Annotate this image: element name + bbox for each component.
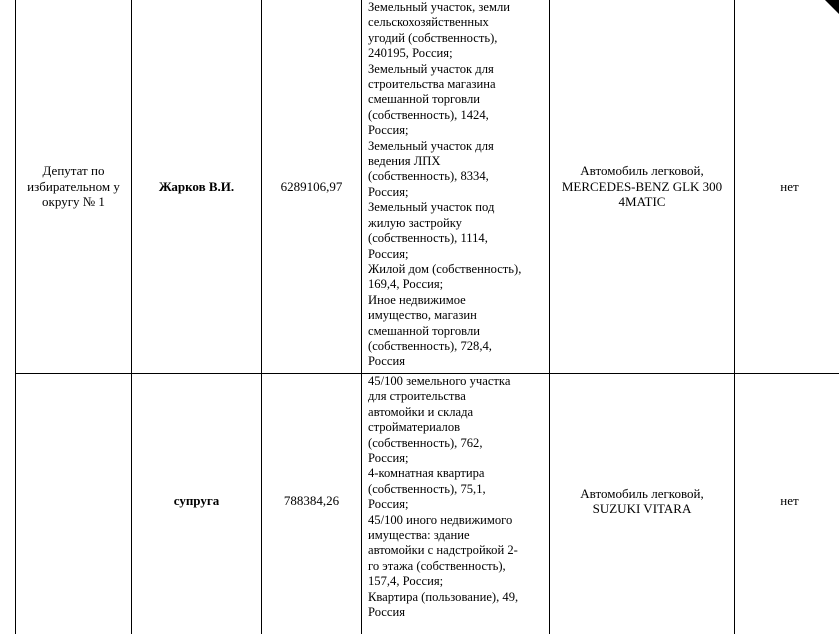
income-cell [261,374,361,634]
property-line: жилую застройку [368,215,462,230]
property-line: Россия; [368,451,409,466]
property-line: автомойки и склада [368,404,474,419]
deals-value: нет [780,493,799,509]
property-line: 169,4, Россия; [368,277,444,292]
page-corner-mark [825,0,839,14]
table-row [15,0,839,373]
property-line: Россия; [368,246,409,261]
income-value: 788384,26 [283,493,340,509]
person-name: супруга [173,493,220,509]
property-line: Земельный участок для [368,61,494,76]
name-cell [131,0,261,373]
property-line: (собственность), 1424, [368,107,489,122]
property-line: 45/100 земельного участка [368,374,511,388]
property-line: (собственность), 762, [368,435,483,450]
property-line: имущество, магазин [368,308,477,323]
property-line: Россия; [368,123,409,138]
income-cell [261,0,361,373]
property-line: угодий (собственность), [368,30,498,45]
position-cell [15,0,131,373]
table-row [15,373,839,634]
property-line: автомойки с надстройкой 2- [368,543,518,558]
property-line: 240195, Россия; [368,46,453,61]
declaration-table [15,0,839,634]
property-line: Квартира (пользование), 49, [368,589,519,604]
property-line: для строительства [368,389,466,404]
property-line: Земельный участок для [368,138,494,153]
vehicles-cell [549,374,734,634]
deals-cell [734,374,839,634]
property-line: Иное недвижимое [368,292,466,307]
property-line: Земельный участок, земли [368,0,510,14]
property-line: ведения ЛПХ [368,154,441,169]
name-cell [131,374,261,634]
property-cell [361,0,549,373]
property-line: Земельный участок под [368,200,495,215]
property-line: Россия; [368,184,409,199]
property-line: смешанной торговли [368,323,480,338]
property-line: смешанной торговли [368,92,480,107]
vehicle-text: Автомобиль легковой, MERCEDES-BENZ GLK 300 4MATIC [561,163,723,210]
vehicle-text: Автомобиль легковой, SUZUKI VITARA [580,485,704,516]
property-line: строительства магазина [368,77,496,92]
property-line: стройматериалов [368,420,461,435]
property-line: Россия; [368,497,409,512]
property-line: Россия [368,605,406,620]
property-line: 157,4, Россия; [368,574,444,589]
deals-value: нет [780,178,799,194]
property-cell [361,374,549,634]
property-line: 4-комнатная квартира [368,466,485,481]
person-name: Жарков В.И. [158,178,235,194]
position-cell [15,374,131,634]
position-text: Депутат по избирательном у округу № 1 [27,163,120,210]
property-line: (собственность), 728,4, [368,338,492,353]
income-value: 6289106,97 [280,178,343,194]
deals-cell [734,0,839,373]
property-line: Жилой дом (собственность), [368,261,522,276]
property-line: 45/100 иного недвижимого [368,512,513,527]
property-line: (собственность), 8334, [368,169,489,184]
property-line: имущества: здание [368,528,470,543]
property-line: го этажа (собственность), [368,558,506,573]
property-line: (собственность), 75,1, [368,481,486,496]
property-line: сельскохозяйственных [368,15,489,30]
property-line: Россия [368,354,406,369]
vehicles-cell [549,0,734,373]
property-line: (собственность), 1114, [368,231,488,246]
